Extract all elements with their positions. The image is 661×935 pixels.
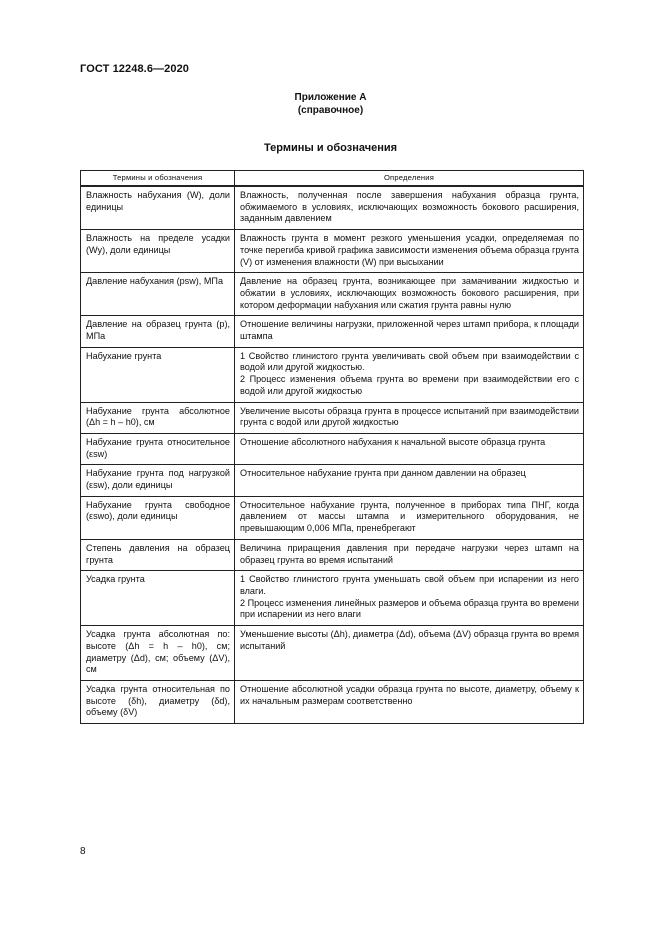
definition-cell: Величина приращения давления при передаче нагрузки через штамп на образец грунта во время испытаний	[235, 539, 584, 570]
definition-cell: Увеличение высоты образца грунта в процессе испытаний при взаимодействии грунта с водой или другой жидкостью	[235, 402, 584, 433]
term-cell: Набухание грунта свободное (εswo), доли единицы	[81, 496, 235, 539]
table-header-row	[81, 171, 584, 187]
table-row	[81, 273, 584, 316]
section-title: Термины и обозначения	[263, 142, 398, 154]
term-cell: Набухание грунта	[81, 347, 235, 402]
table-row	[81, 347, 584, 402]
table-row	[81, 571, 584, 626]
table-row	[81, 316, 584, 347]
document-code: ГОСТ 12248.6—2020	[80, 63, 190, 75]
term-cell: Усадка грунта	[81, 571, 235, 626]
table-row	[81, 539, 584, 570]
definition-cell: Уменьшение высоты (Δh), диаметра (Δd), объема (ΔV) образца грунта во время испытаний	[235, 626, 584, 681]
table-row	[81, 496, 584, 539]
term-cell: Усадка грунта относительная по высоте (δh), диаметру (δd), объему (δV)	[81, 680, 235, 723]
term-cell: Набухание грунта под нагрузкой (εsw), доли единицы	[81, 465, 235, 496]
table-row	[81, 465, 584, 496]
table-row	[81, 680, 584, 723]
definition-cell: Относительное набухание грунта при данном давлении на образец	[235, 465, 584, 496]
definition-cell: 1 Свойство глинистого грунта увеличивать свой объем при взаимодействии с водой или другой жидкостью. 2 Процесс изменения объема грунта во времени при взаимодействии его с водой или другой жидкостью	[235, 347, 584, 402]
term-cell: Набухание грунта относительное (εsw)	[81, 433, 235, 464]
definition-cell: 1 Свойство глинистого грунта уменьшать свой объем при испарении из него влаги. 2 Процесс изменения линейных размеров и объема образца грунта во времени при испарении из него влаги	[235, 571, 584, 626]
table-row	[81, 433, 584, 464]
definition-cell: Отношение величины нагрузки, приложенной через штамп прибора, к площади штампа	[235, 316, 584, 347]
definition-cell: Влажность грунта в момент резкого уменьшения усадки, определяемая по точке перегиба кривой графика зависимости изменения объема образца грунта (V) от изменения влажности (W) при высыхании	[235, 230, 584, 273]
definition-cell: Относительное набухание грунта, полученное в приборах типа ПНГ, когда давлением от массы штампа и измерительного оборудования, не превышающим 0,006 МПа, пренебрегают	[235, 496, 584, 539]
term-cell: Влажность набухания (W), доли единицы	[81, 186, 235, 230]
definition-cell: Влажность, полученная после завершения набухания образца грунта, обжимаемого в условиях, исключающих возможность бокового расширения, заданным давлением	[235, 186, 584, 230]
term-cell: Усадка грунта абсолютная по: высоте (Δh = h – h0), см; диаметру (Δd), см; объему (ΔV), см	[81, 626, 235, 681]
terms-table	[80, 170, 584, 724]
table-row	[81, 402, 584, 433]
appendix-title: Приложение А	[294, 92, 367, 103]
appendix-subtitle: (справочное)	[297, 105, 364, 116]
term-cell: Набухание грунта абсолютное (Δh = h – h0), см	[81, 402, 235, 433]
term-cell: Влажность на пределе усадки (Wy), доли единицы	[81, 230, 235, 273]
column-header-terms: Термины и обозначения	[81, 171, 235, 187]
definition-cell: Отношение абсолютной усадки образца грунта по высоте, диаметру, объему к их начальным размерам соответственно	[235, 680, 584, 723]
definition-cell: Отношение абсолютного набухания к начальной высоте образца грунта	[235, 433, 584, 464]
term-cell: Давление набухания (psw), МПа	[81, 273, 235, 316]
table-row	[81, 230, 584, 273]
definition-cell: Давление на образец грунта, возникающее при замачивании жидкостью и обжатии в условиях, исключающих возможность бокового расширения, при котором деформации набухания или сжатия грунта равны нулю	[235, 273, 584, 316]
table-row	[81, 186, 584, 230]
term-cell: Давление на образец грунта (p), МПа	[81, 316, 235, 347]
table-body	[81, 186, 584, 724]
term-cell: Степень давления на образец грунта	[81, 539, 235, 570]
column-header-definitions: Определения	[235, 171, 584, 187]
table-row	[81, 626, 584, 681]
page-number: 8	[80, 846, 86, 857]
